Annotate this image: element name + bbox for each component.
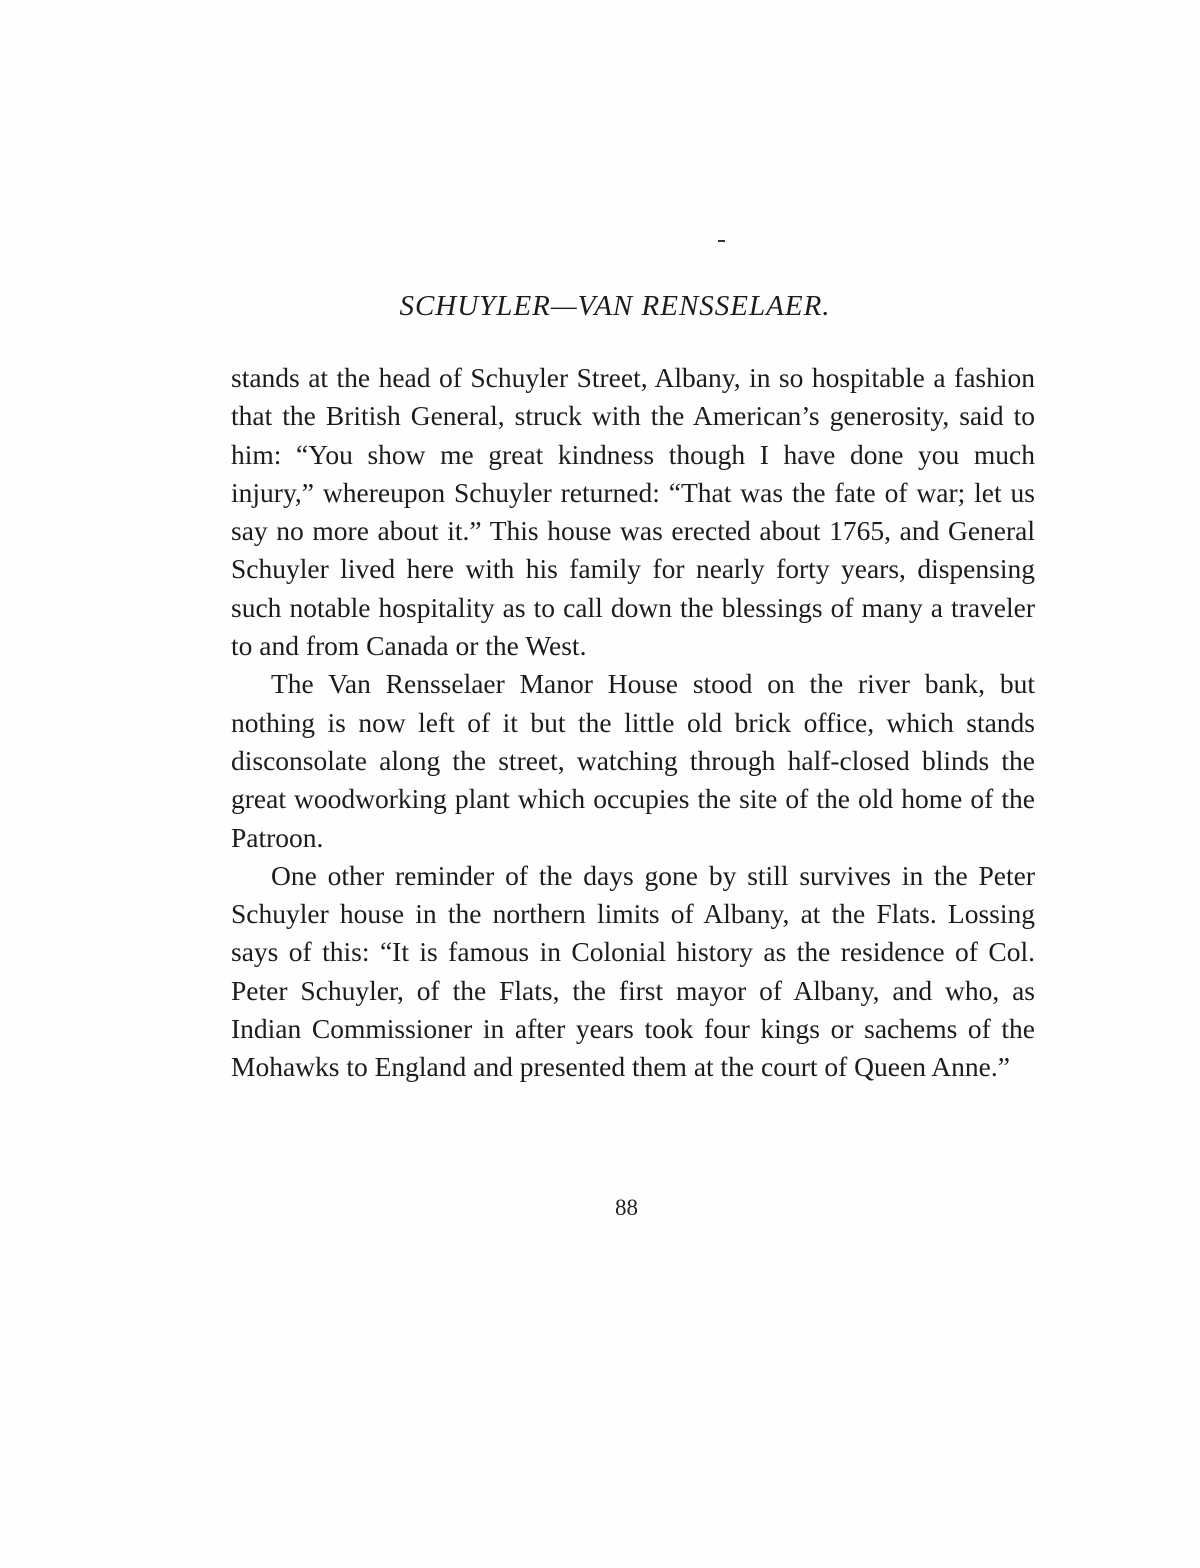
- paragraph-peter-schuyler-house: One other reminder of the days gone by still survives in the Peter Schuyler house in the northern limits of Albany, at the Flats. Lossing says of this: “It is famous in Colonial history as the residence of Col. Peter Schuyler, of the Flats, the first mayor of Albany, and who, as Indian Commissioner in after years took four kings or sachems of the Mohawks to England and presented them at the court of Queen Anne.”: [231, 859, 1035, 1083]
- body-text: [231, 359, 1035, 1087]
- printer-mark: [718, 240, 725, 242]
- paragraph-manor-house: The Van Rensselaer Manor House stood on the river bank, but nothing is now left of it but the little old brick office, which stands disconsolate along the street, watching through half-closed blinds the great woodworking plant which occupies the site of the old home of the Patroon.: [231, 668, 1035, 853]
- page-number: 88: [615, 1195, 638, 1220]
- paragraph-continuation: stands at the head of Schuyler Street, Albany, in so hospitable a fashion that the British General, struck with the American’s generosity, said to him: “You show me great kindness though I have done you much injury,” whereupon Schuyler returned: “That was the fate of war; let us say no more about it.” This house was erected about 1765, and General Schuyler lived here with his family for nearly forty years, dispensing such notable hospitality as to call down the blessings of many a traveler to and from Canada or the West.: [231, 362, 1035, 662]
- running-head: SCHUYLER—VAN RENSSELAER.: [399, 290, 831, 322]
